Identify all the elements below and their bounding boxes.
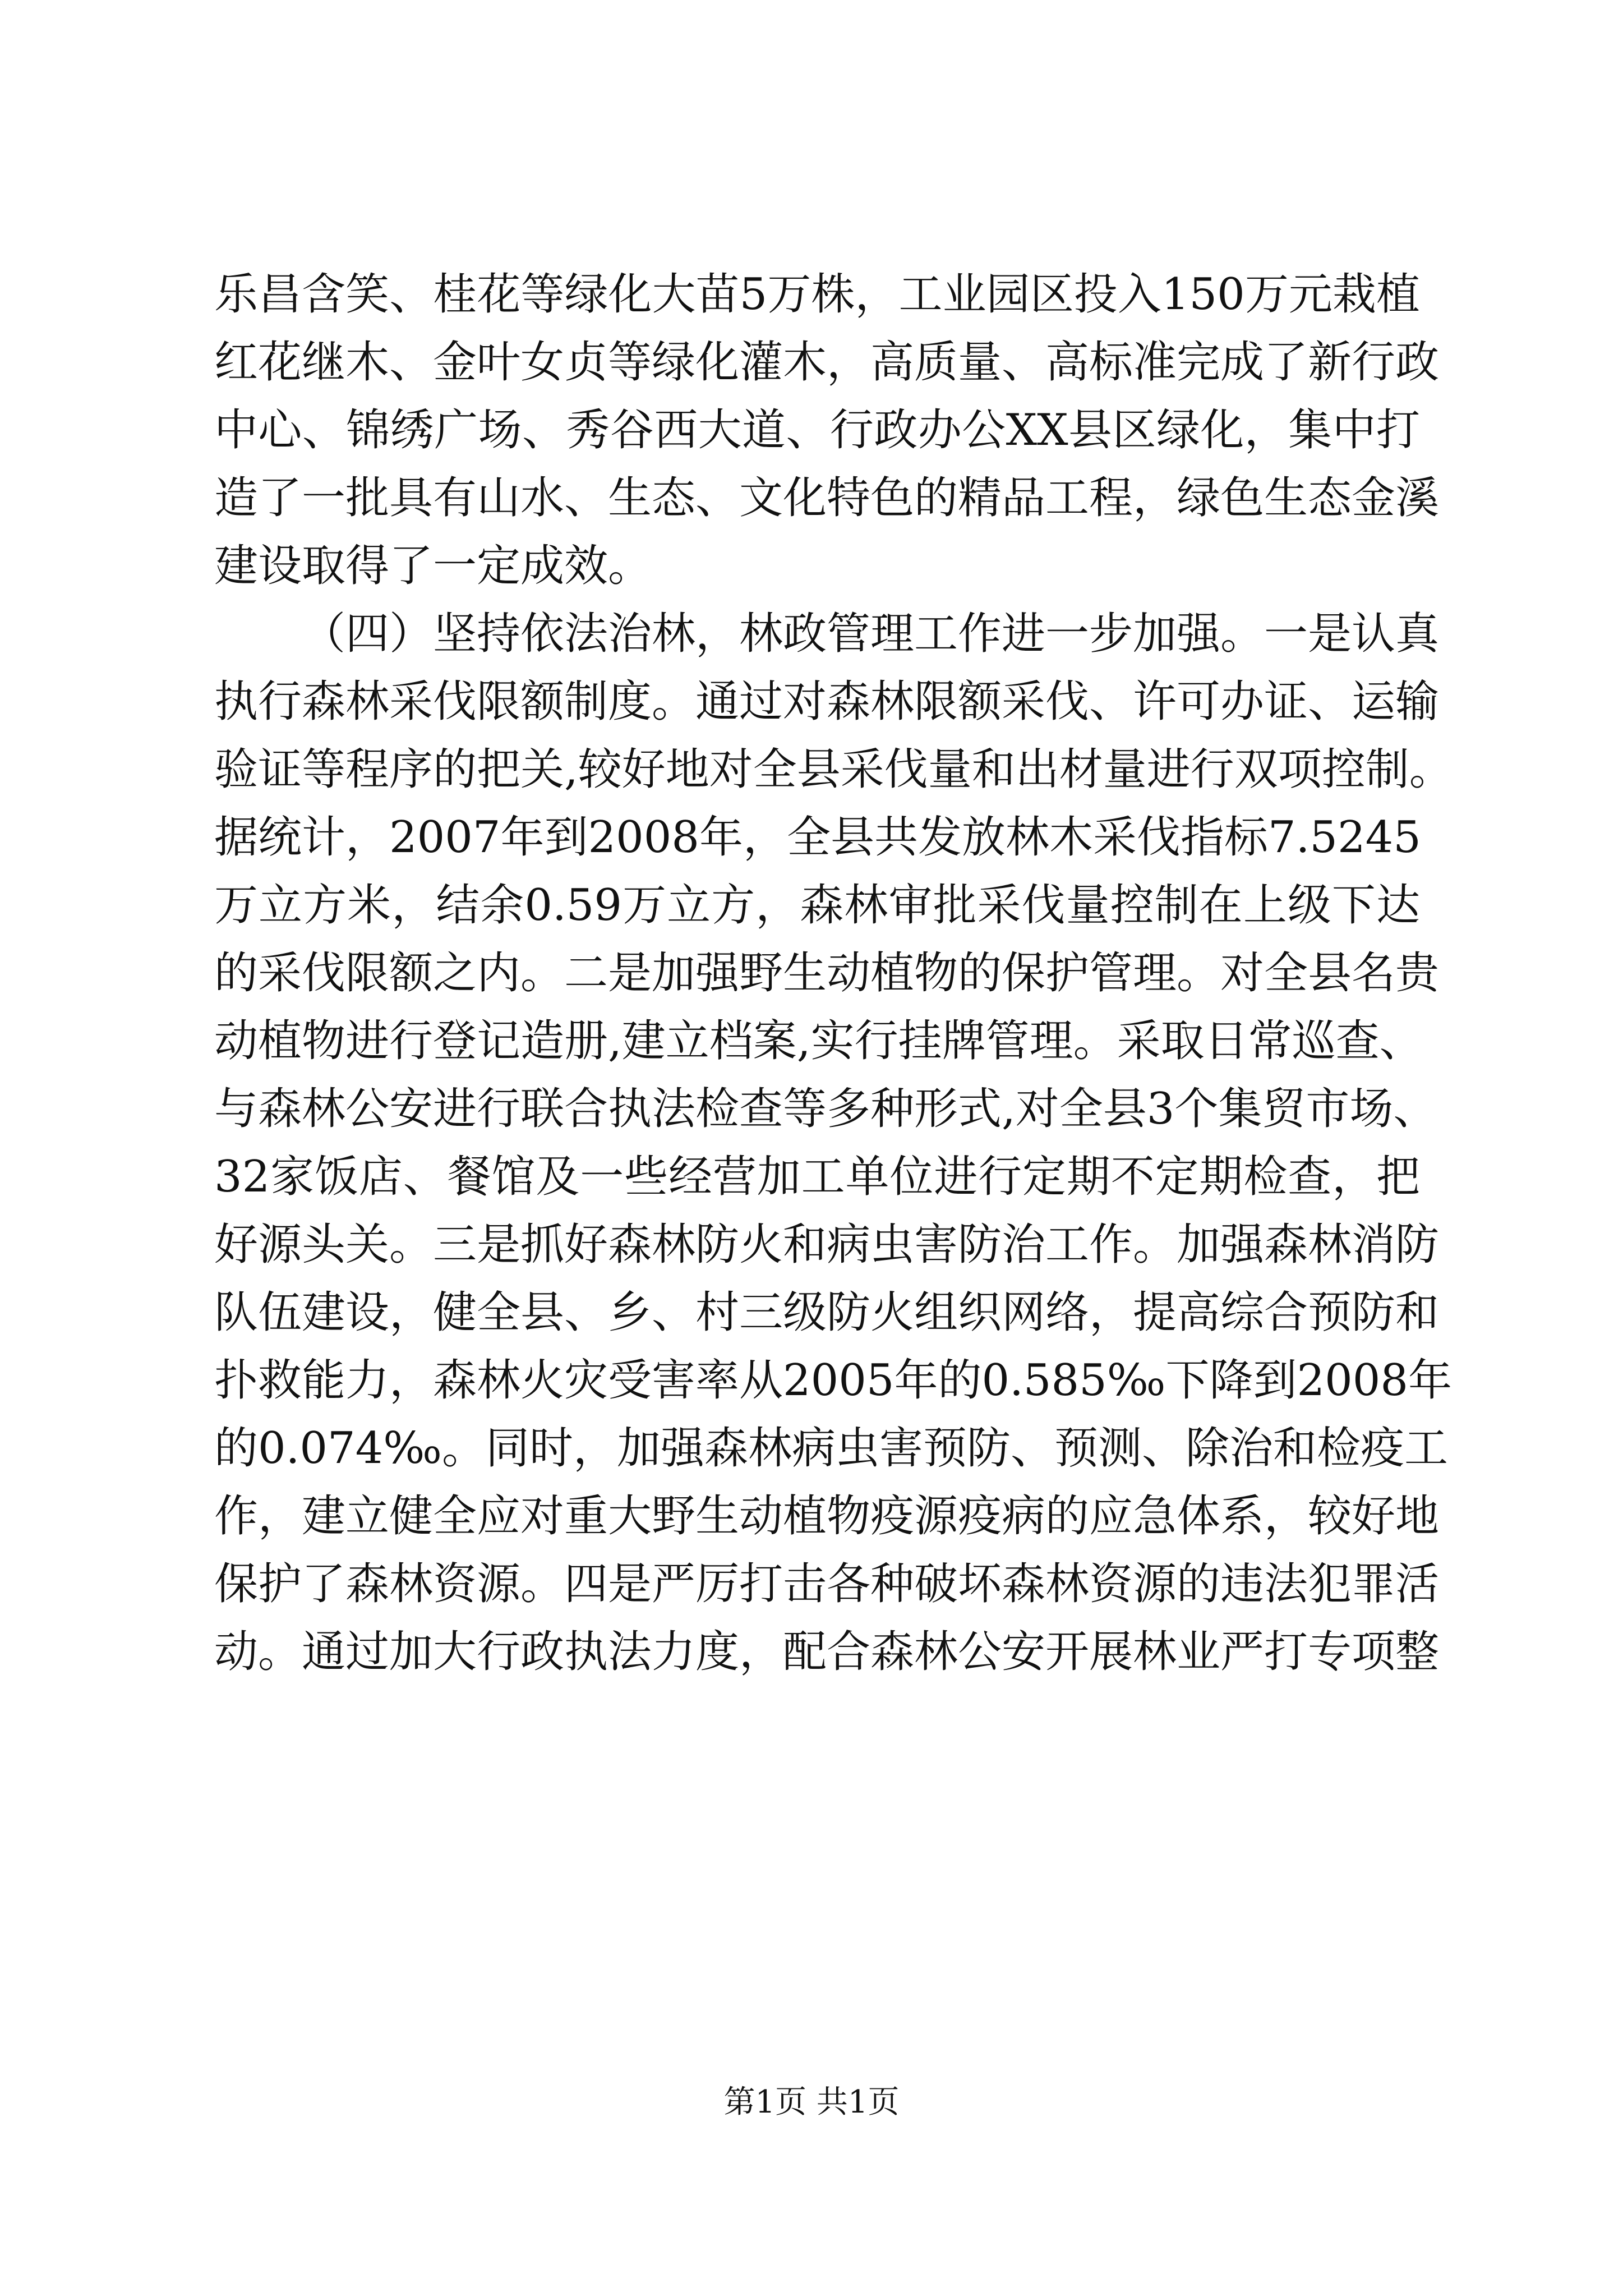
text-line: 好源头关。三是抓好森林防火和病虫害防治工作。加强森林消防 bbox=[214, 1220, 1440, 1270]
text-line: 的采伐限额之内。二是加强野生动植物的保护管理。对全县名贵 bbox=[214, 948, 1440, 999]
text-line: 保护了森林资源。四是严厉打击各种破坏森林资源的违法犯罪活 bbox=[214, 1559, 1440, 1609]
body-text bbox=[214, 261, 1453, 1686]
text-line: 扑救能力，森林火灾受害率从2005年的0.585‰下降到2008年 bbox=[214, 1355, 1452, 1406]
text-line: 32家饭店、餐馆及一些经营加工单位进行定期不定期检查，把 bbox=[214, 1152, 1420, 1202]
text-line: 乐昌含笑、桂花等绿化大苗5万株，工业园区投入150万元栽植 bbox=[214, 269, 1420, 320]
paragraph-heading-line: （四）坚持依法治林，林政管理工作进一步加强。一是认真 bbox=[302, 609, 1440, 659]
text-line: 验证等程序的把关,较好地对全县采伐量和出材量进行双项控制。 bbox=[214, 744, 1453, 795]
text-line: 队伍建设，健全县、乡、村三级防火组织网络，提高综合预防和 bbox=[214, 1287, 1440, 1338]
text-line: 造了一批具有山水、生态、文化特色的精品工程，绿色生态金溪 bbox=[214, 473, 1440, 523]
text-line: 据统计，2007年到2008年，全县共发放林木采伐指标7.5245 bbox=[214, 812, 1421, 863]
text-line: 动。通过加大行政执法力度，配合森林公安开展林业严打专项整 bbox=[214, 1627, 1440, 1677]
text-line: 动植物进行登记造册,建立档案,实行挂牌管理。采取日常巡查、 bbox=[214, 1016, 1423, 1066]
text-line: 红花继木、金叶女贞等绿化灌木，高质量、高标准完成了新行政 bbox=[214, 337, 1440, 388]
text-line: 中心、锦绣广场、秀谷西大道、行政办公XX县区绿化，集中打 bbox=[214, 405, 1420, 455]
text-line: 万立方米，结余0.59万立方，森林审批采伐量控制在上级下达 bbox=[214, 880, 1420, 931]
text-line: 建设取得了一定成效。 bbox=[214, 541, 652, 591]
page-footer bbox=[0, 2080, 1623, 2125]
text-line: 与森林公安进行联合执法检查等多种形式,对全县3个集贸市场、 bbox=[214, 1084, 1437, 1134]
page-number-label: 第1页 共1页 bbox=[723, 2084, 900, 2120]
text-line: 执行森林采伐限额制度。通过对森林限额采伐、许可办证、运输 bbox=[214, 677, 1440, 727]
text-line: 作，建立健全应对重大野生动植物疫源疫病的应急体系，较好地 bbox=[214, 1491, 1440, 1542]
text-line: 的0.074‰。同时，加强森林病虫害预防、预测、除治和检疫工 bbox=[214, 1423, 1448, 1474]
